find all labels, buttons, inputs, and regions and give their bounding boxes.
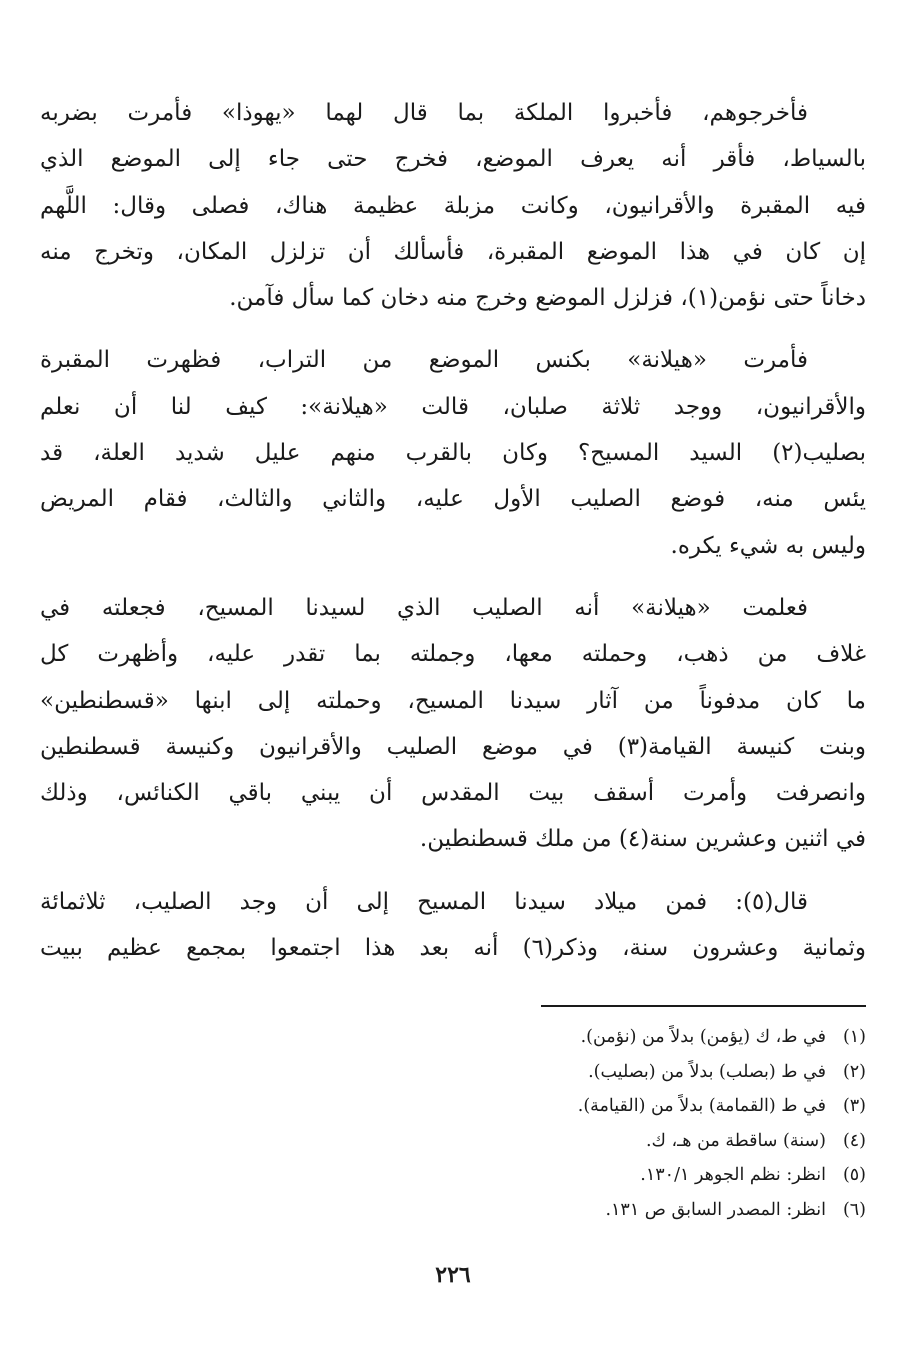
page-number: ٢٢٦	[435, 1262, 471, 1288]
text-line: بصليب(٢) السيد المسيح؟ وكان بالقرب منهم عليل شديد العلة، قد	[40, 440, 866, 467]
footnote-6	[40, 1193, 866, 1228]
text-line: يئس منه، فوضع الصليب الأول عليه، والثاني والثالث، فقام المريض	[40, 486, 866, 513]
footnote-text: في ط (القمامة) بدلاً من (القيامة).	[577, 1096, 826, 1116]
paragraph-4	[40, 879, 866, 972]
text-line: فيه المقبرة والأقرانيون، وكانت مزبلة عظيمة هناك، فصلى وقال: اللَّهم	[40, 192, 866, 219]
text-line: دخاناً حتى نؤمن(١)، فزلزل الموضع وخرج منه دخان كما سأل فآمن.	[229, 285, 866, 312]
footnote-text: (سنة) ساقطة من هـ، ك.	[645, 1130, 826, 1151]
footnote-number: (٣)	[842, 1096, 866, 1116]
text-line: وليس به شيء يكره.	[670, 532, 866, 559]
text-line: بالسياط، فأقر أنه يعرف الموضع، فخرج حتى جاء إلى الموضع الذي	[40, 146, 866, 173]
footnote-2	[40, 1055, 866, 1090]
footnote-1	[40, 1020, 866, 1055]
footnote-number: (٢)	[842, 1061, 866, 1082]
book-page	[40, 90, 866, 1320]
footnote-text: انظر: نظم الجوهر ١٣٠/١.	[640, 1165, 826, 1185]
main-text	[40, 90, 866, 971]
footnote-number: (١)	[842, 1027, 866, 1047]
paragraph-3	[40, 585, 866, 863]
paragraph-1	[40, 90, 866, 321]
text-line: غلاف من ذهب، وحملته معها، وجملته بما تقدر عليه، وأظهرت كل	[40, 641, 866, 668]
text-line: فعلمت «هيلانة» أنه الصليب الذي لسيدنا المسيح، فجعلته في	[40, 594, 808, 621]
text-line: وبنت كنيسة القيامة(٣) في موضع الصليب والأقرانيون وكنيسة قسطنطين	[40, 733, 866, 760]
text-line: إن كان في هذا الموضع المقبرة، فأسألك أن تزلزل المكان، وتخرج منه	[40, 238, 866, 265]
footnote-text: في ط (بصلب) بدلاً من (بصليب).	[588, 1061, 826, 1082]
footnotes-list	[40, 1020, 866, 1227]
footnote-text: انظر: المصدر السابق ص ١٣١.	[605, 1199, 826, 1220]
text-line: والأقرانيون، ووجد ثلاثة صلبان، قالت «هيلانة»: كيف لنا أن نعلم	[40, 393, 866, 420]
footnote-3	[40, 1089, 866, 1124]
footnote-4	[40, 1124, 866, 1159]
text-line: فأمرت «هيلانة» بكنس الموضع من التراب، فظهرت المقبرة	[40, 347, 808, 374]
text-line: وثمانية وعشرون سنة، وذكر(٦) أنه بعد هذا اجتمعوا بمجمع عظيم ببيت	[40, 935, 866, 962]
text-line: وانصرفت وأمرت أسقف بيت المقدس أن يبني باقي الكنائس، وذلك	[40, 780, 866, 807]
footnote-number: (٥)	[842, 1165, 866, 1185]
text-line: ما كان مدفوناً من آثار سيدنا المسيح، وحملته إلى ابنها «قسطنطين»	[40, 687, 866, 714]
footnote-number: (٤)	[842, 1130, 866, 1151]
footnote-separator	[541, 1005, 866, 1007]
text-line: قال(٥): فمن ميلاد سيدنا المسيح إلى أن وجد الصليب، ثلاثمائة	[40, 888, 808, 915]
text-line: في اثنين وعشرين سنة(٤) من ملك قسطنطين.	[419, 826, 866, 853]
paragraph-2	[40, 337, 866, 568]
footnote-5	[40, 1158, 866, 1193]
footnote-number: (٦)	[842, 1199, 866, 1220]
text-line: فأخرجوهم، فأخبروا الملكة بما قال لهما «يهوذا» فأمرت بضربه	[40, 100, 808, 126]
footnote-text: في ط، ك (يؤمن) بدلاً من (نؤمن).	[580, 1027, 826, 1047]
